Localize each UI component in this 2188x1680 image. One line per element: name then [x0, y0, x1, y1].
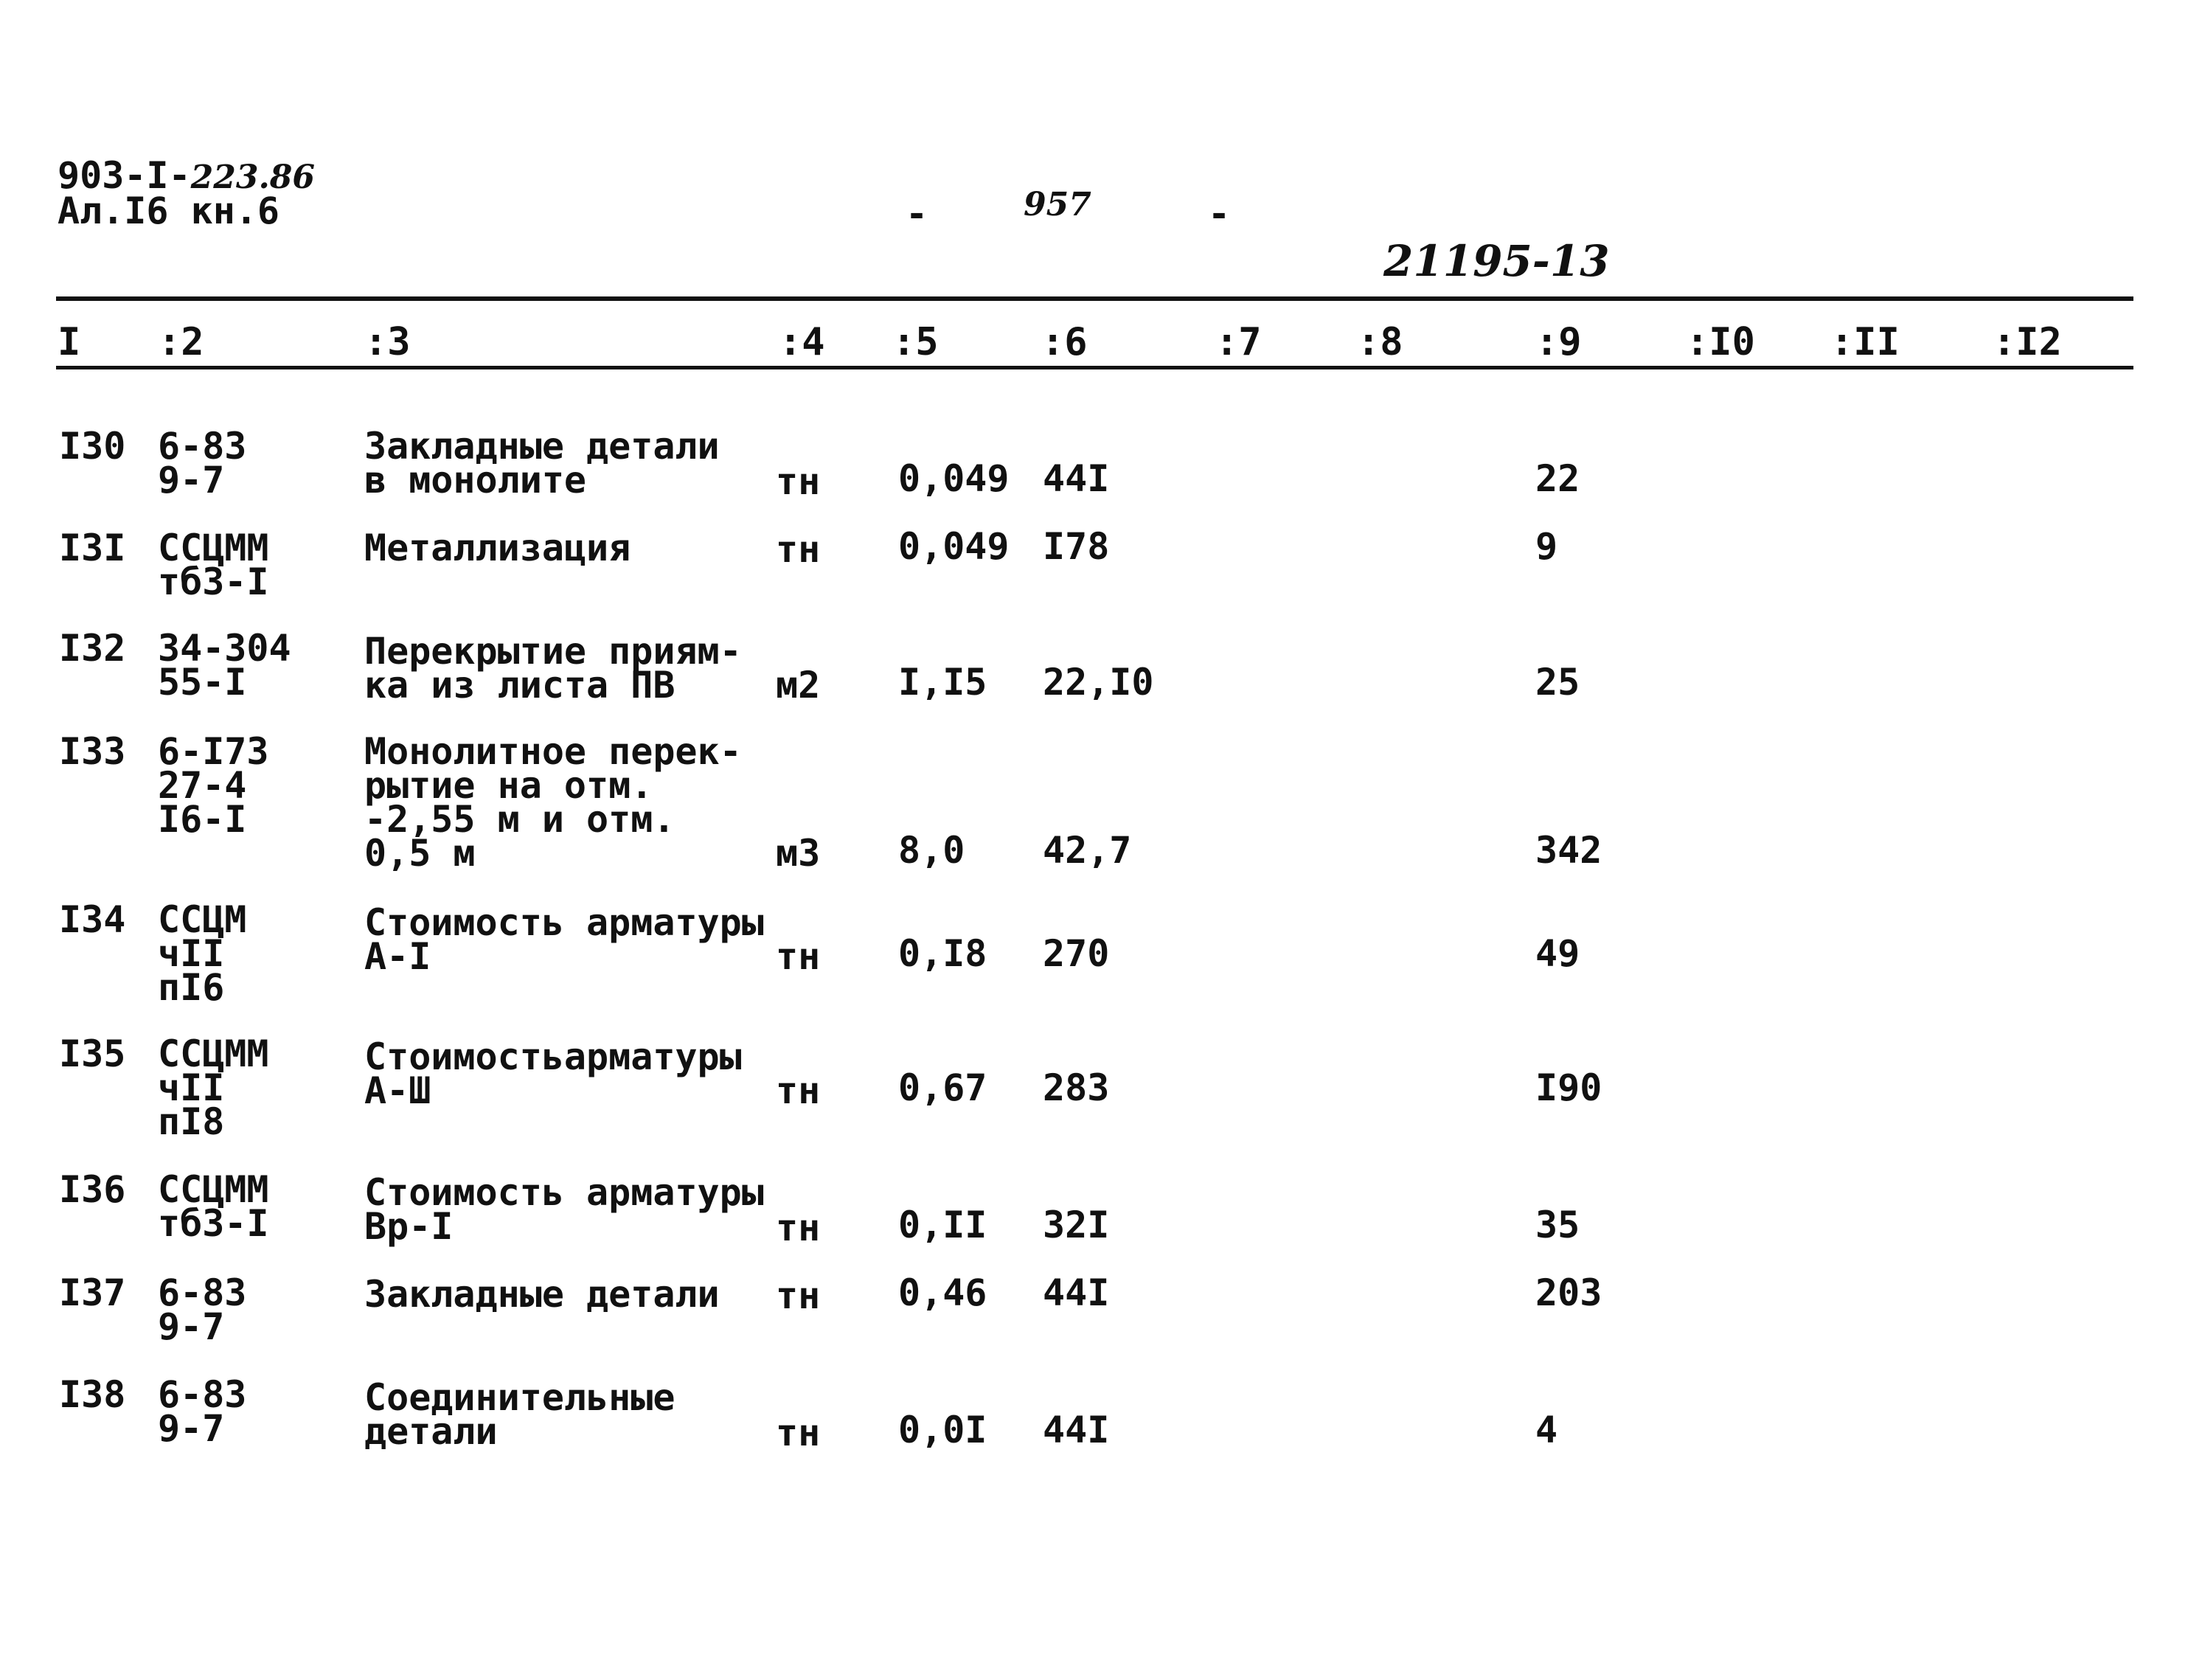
unit-price: 32I	[1043, 1204, 1110, 1246]
column-header: :II	[1830, 320, 1900, 364]
unit: м2	[776, 664, 821, 707]
unit-price: I78	[1043, 525, 1110, 568]
unit-price: 42,7	[1043, 829, 1132, 872]
description-line: Вр-I	[364, 1205, 454, 1248]
doc-code-handwritten: 223.86	[190, 159, 316, 196]
page-dash-right: -	[1208, 192, 1231, 235]
page-dash-left: -	[906, 192, 928, 235]
total-cost: 9	[1535, 525, 1558, 568]
total-cost: 49	[1535, 932, 1580, 975]
unit: м3	[776, 832, 821, 875]
unit-price: 270	[1043, 932, 1110, 975]
row-number: I33	[59, 730, 126, 773]
column-header: I	[58, 320, 81, 364]
norm-code-line: ССЦММ	[158, 1032, 269, 1075]
description-line: детали	[364, 1410, 498, 1453]
column-header: :9	[1535, 320, 1582, 364]
quantity: 0,0I	[898, 1409, 987, 1451]
quantity: 8,0	[898, 829, 965, 872]
description-line: А-I	[364, 935, 431, 978]
norm-code-line: ССЦММ	[158, 527, 269, 569]
quantity: 0,67	[898, 1066, 987, 1109]
description-line: Стоимостьарматуры	[364, 1035, 742, 1078]
norm-code-line: пI6	[158, 966, 225, 1009]
description-line: Соединительные	[364, 1376, 675, 1419]
row-number: I34	[59, 898, 126, 941]
total-cost: 4	[1535, 1409, 1558, 1451]
description-line: -2,55 м и отм.	[364, 798, 675, 841]
unit-price: 44I	[1043, 457, 1110, 500]
description-line: Перекрытие приям-	[364, 630, 742, 673]
norm-code-line: чII	[158, 932, 225, 975]
row-number: I32	[59, 627, 126, 670]
description-line: 0,5 м	[364, 832, 476, 875]
description-line: А-Ш	[364, 1069, 431, 1112]
unit-price: 44I	[1043, 1409, 1110, 1451]
unit: тн	[776, 528, 821, 571]
description-line: Закладные детали	[364, 425, 720, 468]
album-book: Ал.I6 кн.6	[58, 190, 280, 232]
table-header-rule	[56, 366, 2133, 369]
sheet-code: 21195-13	[1383, 236, 1610, 286]
unit: тн	[776, 460, 821, 503]
norm-code-line: тб3-I	[158, 560, 269, 603]
norm-code-line: чII	[158, 1066, 225, 1109]
description-line: Монолитное перек-	[364, 730, 742, 773]
quantity: I,I5	[898, 661, 987, 704]
norm-code-line: 6-83	[158, 1271, 247, 1314]
total-cost: 203	[1535, 1271, 1602, 1314]
norm-code-line: 27-4	[158, 764, 247, 807]
column-header: :8	[1357, 320, 1403, 364]
unit: тн	[776, 1412, 821, 1454]
column-header: :3	[364, 320, 411, 364]
norm-code-line: 9-7	[158, 1407, 225, 1450]
norm-code-line: ССЦММ	[158, 1168, 269, 1211]
column-header: :4	[779, 320, 825, 364]
norm-code-line: 6-83	[158, 425, 247, 468]
row-number: I35	[59, 1032, 126, 1075]
doc-code-prefix: 903-I-	[58, 154, 191, 197]
quantity: 0,049	[898, 457, 1010, 500]
table-top-rule	[56, 296, 2133, 301]
quantity: 0,46	[898, 1271, 987, 1314]
page-number: 957	[1024, 186, 1091, 223]
description-line: Стоимость арматуры	[364, 901, 764, 944]
column-header: :7	[1215, 320, 1262, 364]
norm-code-line: ССЦМ	[158, 898, 247, 941]
norm-code-line: тб3-I	[158, 1202, 269, 1245]
norm-code-line: 55-I	[158, 661, 247, 704]
total-cost: I90	[1535, 1066, 1602, 1109]
unit-price: 283	[1043, 1066, 1110, 1109]
row-number: I37	[59, 1271, 126, 1314]
norm-code-line: 6-I73	[158, 730, 269, 773]
quantity: 0,I8	[898, 932, 987, 975]
description-line: Металлизация	[364, 527, 631, 569]
column-header: :I2	[1993, 320, 2062, 364]
column-header: :I0	[1686, 320, 1755, 364]
norm-code-line: 9-7	[158, 459, 225, 501]
total-cost: 22	[1535, 457, 1580, 500]
row-number: I3I	[59, 527, 126, 569]
quantity: 0,II	[898, 1204, 987, 1246]
total-cost: 25	[1535, 661, 1580, 704]
description-line: рытие на отм.	[364, 764, 653, 807]
description-line: в монолите	[364, 459, 587, 501]
unit: тн	[776, 935, 821, 978]
row-number: I36	[59, 1168, 126, 1211]
description-line: Стоимость арматуры	[364, 1171, 764, 1214]
quantity: 0,049	[898, 525, 1010, 568]
column-header: :2	[158, 320, 204, 364]
row-number: I38	[59, 1373, 126, 1416]
norm-code-line: 34-304	[158, 627, 291, 670]
norm-code-line: 6-83	[158, 1373, 247, 1416]
total-cost: 35	[1535, 1204, 1580, 1246]
unit-price: 44I	[1043, 1271, 1110, 1314]
description-line: ка из листа ПВ	[364, 664, 675, 707]
unit: тн	[776, 1274, 821, 1317]
column-header: :5	[892, 320, 939, 364]
unit-price: 22,I0	[1043, 661, 1154, 704]
unit: тн	[776, 1069, 821, 1112]
description-line: Закладные детали	[364, 1273, 720, 1316]
column-header: :6	[1041, 320, 1088, 364]
total-cost: 342	[1535, 829, 1602, 872]
unit: тн	[776, 1207, 821, 1249]
norm-code-line: I6-I	[158, 798, 247, 841]
norm-code-line: пI8	[158, 1100, 225, 1143]
norm-code-line: 9-7	[158, 1305, 225, 1348]
row-number: I30	[59, 425, 126, 468]
